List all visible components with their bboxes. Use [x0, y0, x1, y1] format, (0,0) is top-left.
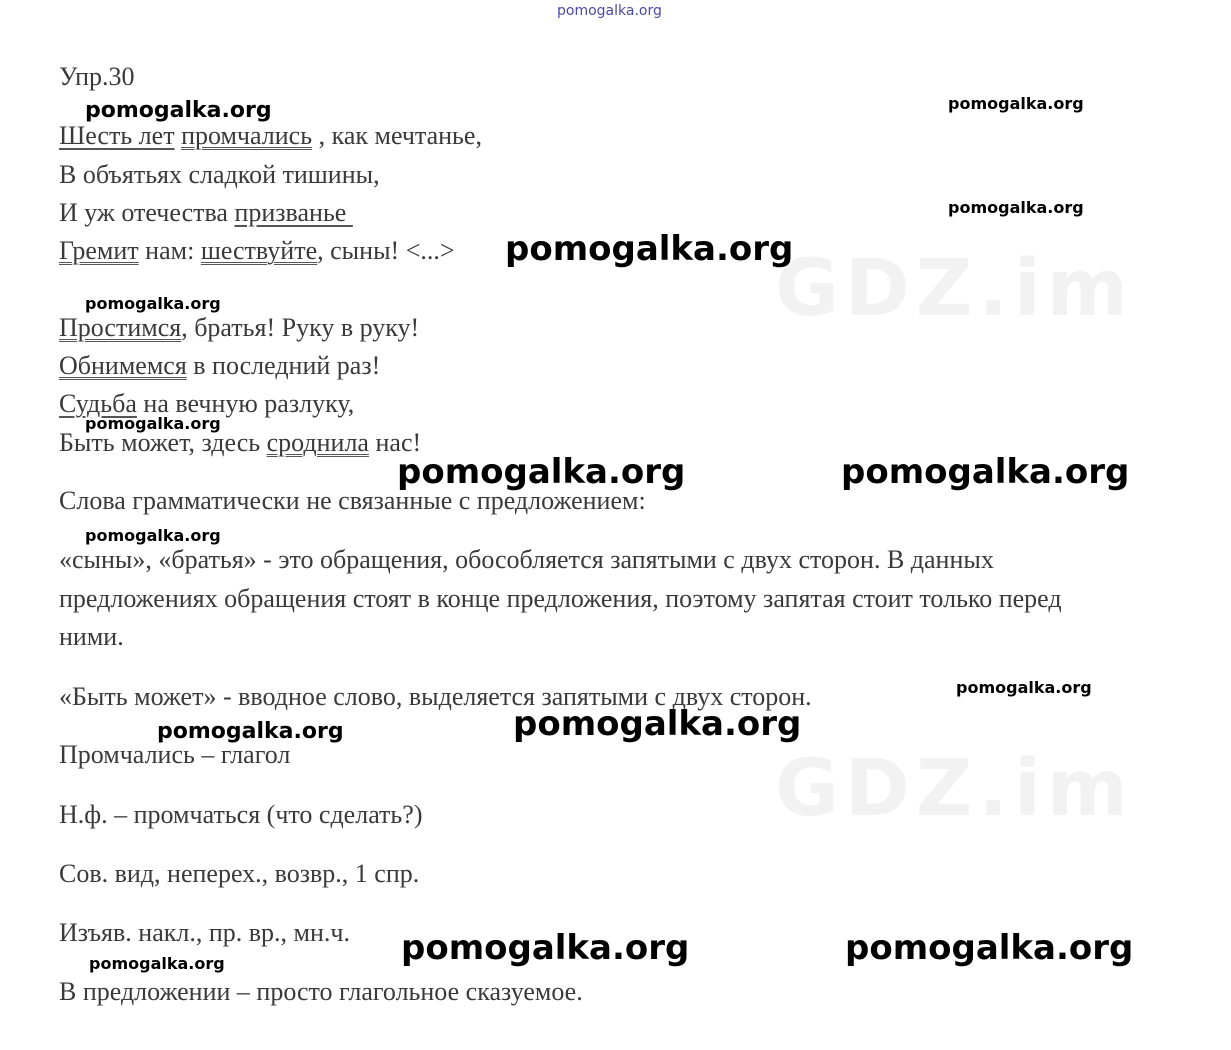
watermark: pomogalka.org — [397, 452, 686, 492]
exercise-title: Упр.30 — [59, 62, 135, 91]
watermark: pomogalka.org — [505, 229, 794, 269]
poem-line-5: Простимся, братья! Руку в руку! — [59, 313, 420, 342]
watermark: pomogalka.org — [157, 719, 344, 744]
watermark: pomogalka.org — [841, 452, 1130, 492]
morph-constant-features: Сов. вид, неперех., возвр., 1 спр. — [59, 859, 420, 888]
predicate: сроднила — [266, 428, 369, 457]
morph-initial-form: Н.ф. – промчаться (что сделать?) — [59, 800, 423, 829]
morph-syntax-role: В предложении – просто глагольное сказуемое. — [59, 977, 583, 1006]
poem-line-8: Быть может, здесь сроднила нас! — [59, 428, 422, 457]
poem-line-6: Обнимемся в последний раз! — [59, 351, 381, 380]
watermark: pomogalka.org — [956, 678, 1092, 697]
address-note: «сыны», «братья» - это обращения, обособляется запятыми с двух сторон. В данных предложениях обращения стоят в конце предложения, поэтому запятая стоит только перед ними. — [59, 545, 1062, 651]
watermark: pomogalka.org — [85, 414, 221, 433]
watermark: pomogalka.org — [948, 94, 1084, 113]
morph-variable-features: Изъяв. накл., пр. вр., мн.ч. — [59, 918, 350, 947]
header-watermark-link[interactable]: pomogalka.org — [557, 3, 662, 19]
watermark: pomogalka.org — [85, 526, 221, 545]
predicate: промчались — [181, 121, 313, 150]
intro-word-note: «Быть может» - вводное слово, выделяется запятыми с двух сторон. — [59, 682, 812, 711]
watermark: pomogalka.org — [401, 928, 690, 968]
poem-line-4: Гремит нам: шествуйте, сыны! <...> — [59, 236, 455, 265]
watermark: pomogalka.org — [845, 928, 1134, 968]
watermark: pomogalka.org — [89, 954, 225, 973]
poem-line-3: И уж отечества призванье — [59, 198, 353, 227]
predicate: Простимся — [59, 313, 182, 342]
predicate: Обнимемся — [59, 351, 187, 380]
watermark: pomogalka.org — [85, 294, 221, 313]
background-logo: GDZ.im — [775, 744, 1134, 834]
subject: Шесть лет — [59, 121, 175, 150]
subject: Судьба — [59, 389, 137, 418]
background-logo: GDZ.im — [775, 244, 1134, 334]
predicate: Гремит — [59, 236, 139, 265]
predicate: шествуйте — [200, 236, 318, 265]
watermark: pomogalka.org — [513, 704, 802, 744]
morph-word: Промчались – глагол — [59, 740, 291, 769]
poem-line-1: Шесть лет промчались , как мечтанье, — [59, 121, 482, 150]
poem-line-7: Судьба на вечную разлуку, — [59, 389, 355, 418]
watermark: pomogalka.org — [948, 198, 1084, 217]
watermark: pomogalka.org — [85, 98, 272, 123]
poem-line-2: В объятьях сладкой тишины, — [59, 160, 380, 189]
subject: призванье — [234, 198, 353, 227]
analysis-heading: Слова грамматически не связанные с предложением: — [59, 486, 646, 515]
